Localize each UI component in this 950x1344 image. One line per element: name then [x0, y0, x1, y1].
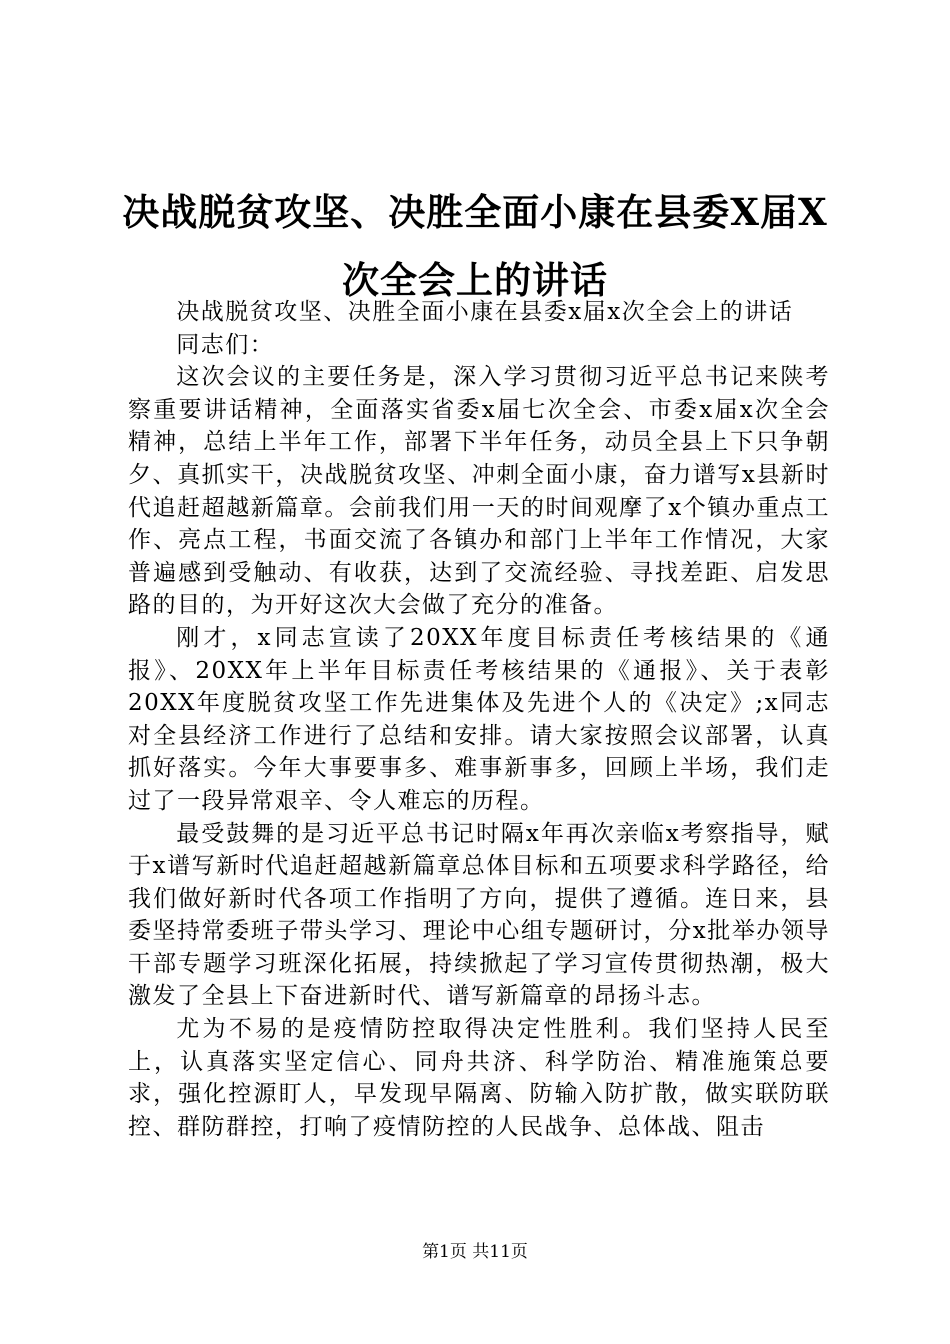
page-number-footer: 第1页 共11页 — [422, 1242, 528, 1262]
paragraph-meeting-tasks: 这次会议的主要任务是，深入学习贯彻习近平总书记来陕考察重要讲话精神，全面落实省委x届七次全会、市委x届x次全会精神，总结上半年工作，部署下半年任务，动员全县上下只争朝夕、真抓实干，决战脱贫攻坚、冲刺全面小康，奋力谱写x县新时代追赶超越新篇章。会前我们用一天的时间观摩了x个镇办重点工作、亮点工程，书面交流了各镇办和部门上半年工作情况，大家普遍感到受触动、有收获，达到了交流经验、寻找差距、启发思路的目的，为开好这次大会做了充分的准备。 — [128, 364, 830, 619]
paragraph-reports-review: 刚才，x同志宣读了20XX年度目标责任考核结果的《通报》、20XX年上半年目标责任考核结果的《通报》、关于表彰20XX年度脱贫攻坚工作先进集体及先进个人的《决定》;x同志对全县经济工作进行了总结和安排。请大家按照会议部署，认真抓好落实。今年大事要事多、难事新事多，回顾上半场，我们走过了一段异常艰辛、令人难忘的历程。 — [128, 624, 830, 814]
document-body — [128, 296, 830, 1143]
paragraph-inspiration: 最受鼓舞的是习近平总书记时隔x年再次亲临x考察指导，赋于x谱写新时代追赶超越新篇章总体目标和五项要求科学路径，给我们做好新时代各项工作指明了方向，提供了遵循。连日来，县委坚持常委班子带头学习、理论中心组专题研讨，分x批举办领导干部专题学习班深化拓展，持续掀起了学习宣传贯彻热潮，极大激发了全县上下奋进新时代、谱写新篇章的昂扬斗志。 — [128, 820, 830, 1010]
paragraph-epidemic-control: 尤为不易的是疫情防控取得决定性胜利。我们坚持人民至上，认真落实坚定信心、同舟共济、科学防治、精准施策总要求，强化控源盯人，早发现早隔离、防输入防扩散，做实联防联控、群防群控，打响了疫情防控的人民战争、总体战、阻击 — [128, 1016, 830, 1140]
paragraph-repeat-title: 决战脱贫攻坚、决胜全面小康在县委x届x次全会上的讲话 — [176, 299, 794, 325]
document-title: 决战脱贫攻坚、决胜全面小康在县委X届X次全会上的讲话 — [122, 190, 828, 302]
paragraph-salutation: 同志们： — [176, 331, 275, 358]
